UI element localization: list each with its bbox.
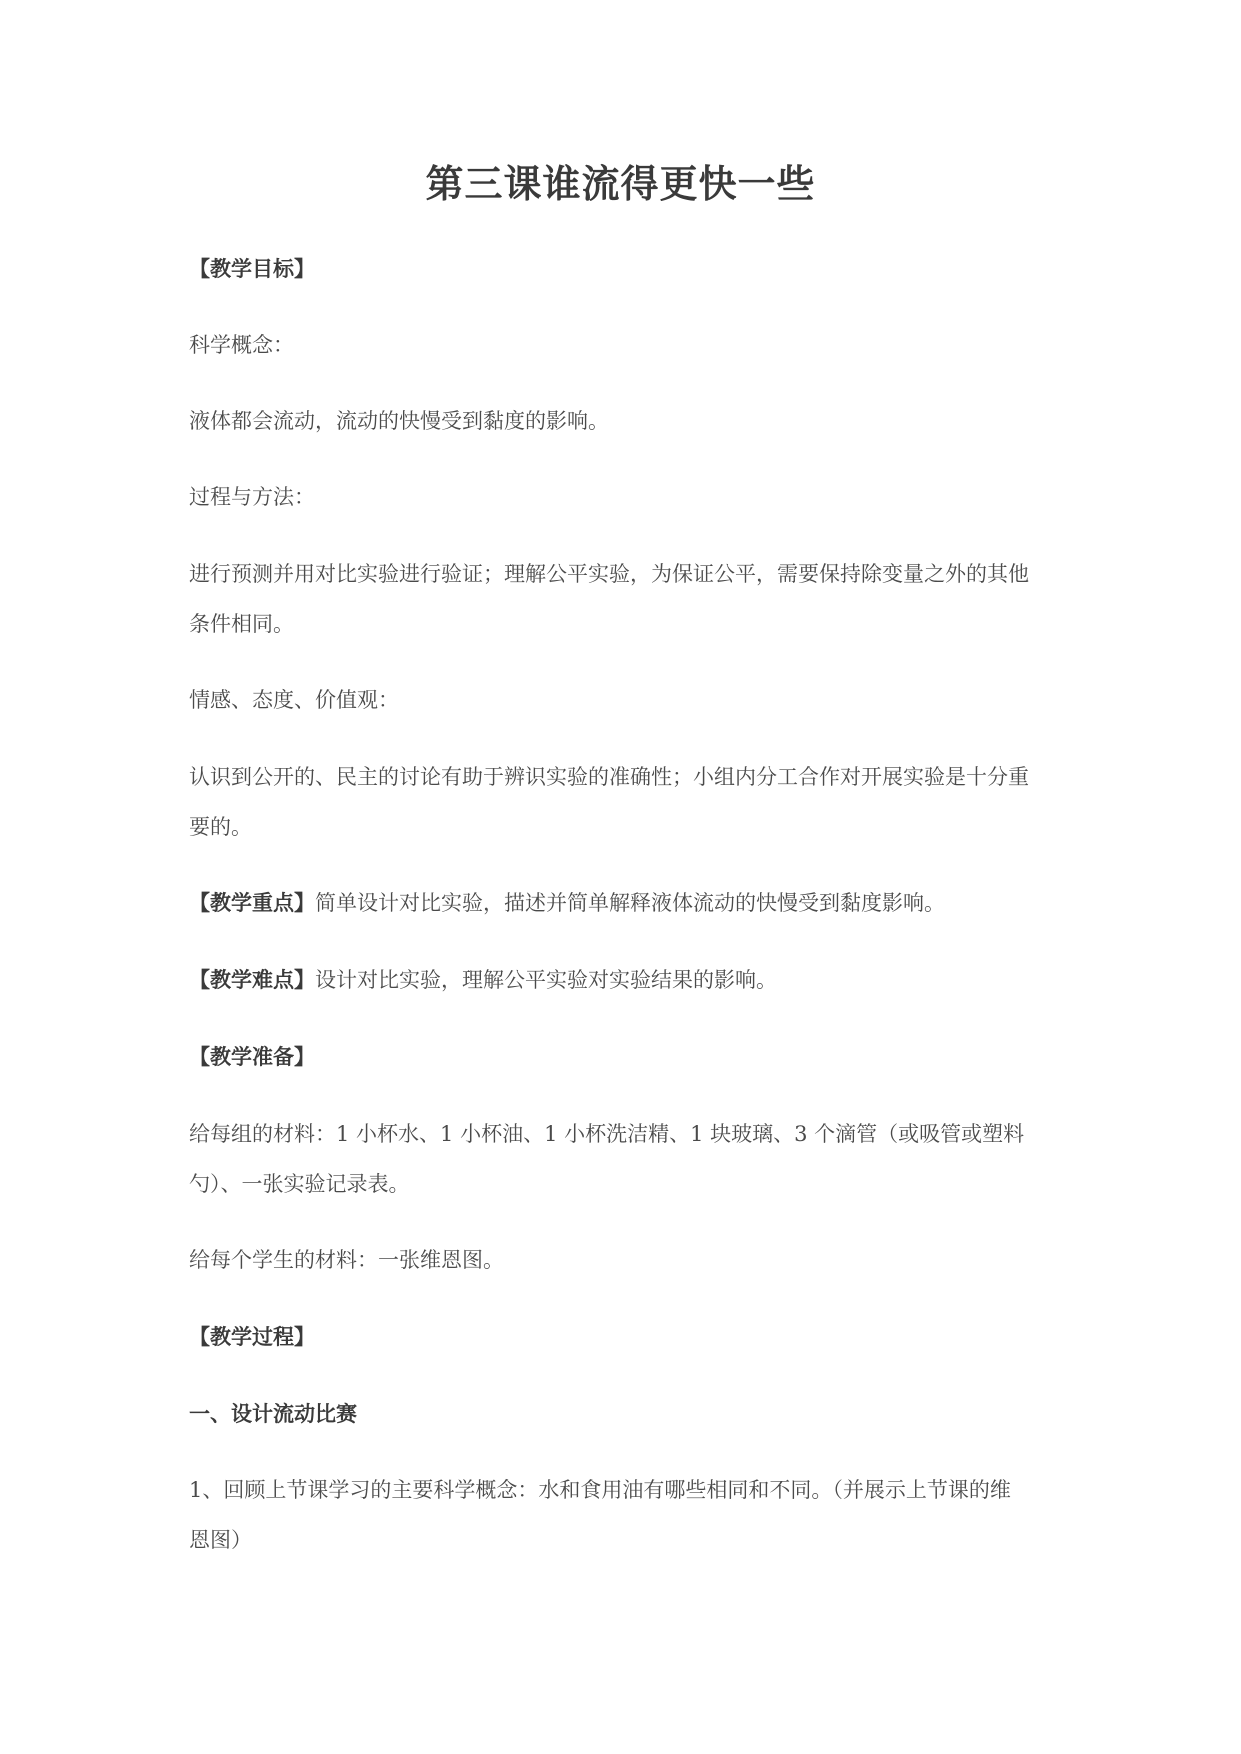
process-label: 过程与方法： — [189, 485, 315, 509]
process-text-line1: 进行预测并用对比实验进行验证；理解公平实验，为保证公平，需要保持除变量之外的其他 — [189, 562, 1029, 586]
attitude-label: 情感、态度、价值观： — [189, 688, 399, 712]
key-point-paragraph — [189, 878, 1064, 928]
attitude-text-line1: 认识到公开的、民主的讨论有助于辨识实验的准确性；小组内分工合作对开展实验是十分重 — [189, 765, 1029, 789]
concept-label: 科学概念： — [189, 333, 294, 357]
difficulty-paragraph — [189, 955, 1064, 1005]
preparation-heading: 【教学准备】 — [189, 1044, 315, 1069]
process-heading: 【教学过程】 — [189, 1324, 315, 1349]
section-one-heading: 一、设计流动比赛 — [189, 1401, 357, 1426]
document-title: 第三课谁流得更快一些 — [425, 161, 816, 206]
objectives-heading: 【教学目标】 — [189, 256, 315, 281]
group-materials-line1: 给每组的材料：1 小杯水、1 小杯油、1 小杯洗洁精、1 块玻璃、3 个滴管（或吸管或塑料 — [189, 1122, 1025, 1146]
group-materials-line2: 勺）、一张实验记录表。 — [189, 1172, 410, 1196]
concept-text: 液体都会流动，流动的快慢受到黏度的影响。 — [189, 409, 609, 433]
step-one-line1: 1、回顾上节课学习的主要科学概念：水和食用油有哪些相同和不同。（并展示上节课的维 — [189, 1478, 1011, 1502]
process-text-line2: 条件相同。 — [189, 612, 294, 636]
difficulty-label: 【教学难点】 — [189, 967, 315, 992]
key-point-text: 简单设计对比实验，描述并简单解释液体流动的快慢受到黏度影响。 — [315, 891, 945, 915]
student-materials: 给每个学生的材料：一张维恩图。 — [189, 1248, 504, 1272]
difficulty-text: 设计对比实验，理解公平实验对实验结果的影响。 — [315, 968, 777, 992]
key-point-label: 【教学重点】 — [189, 890, 315, 915]
step-one-line2: 恩图） — [189, 1528, 252, 1552]
attitude-text-line2: 要的。 — [189, 815, 252, 839]
